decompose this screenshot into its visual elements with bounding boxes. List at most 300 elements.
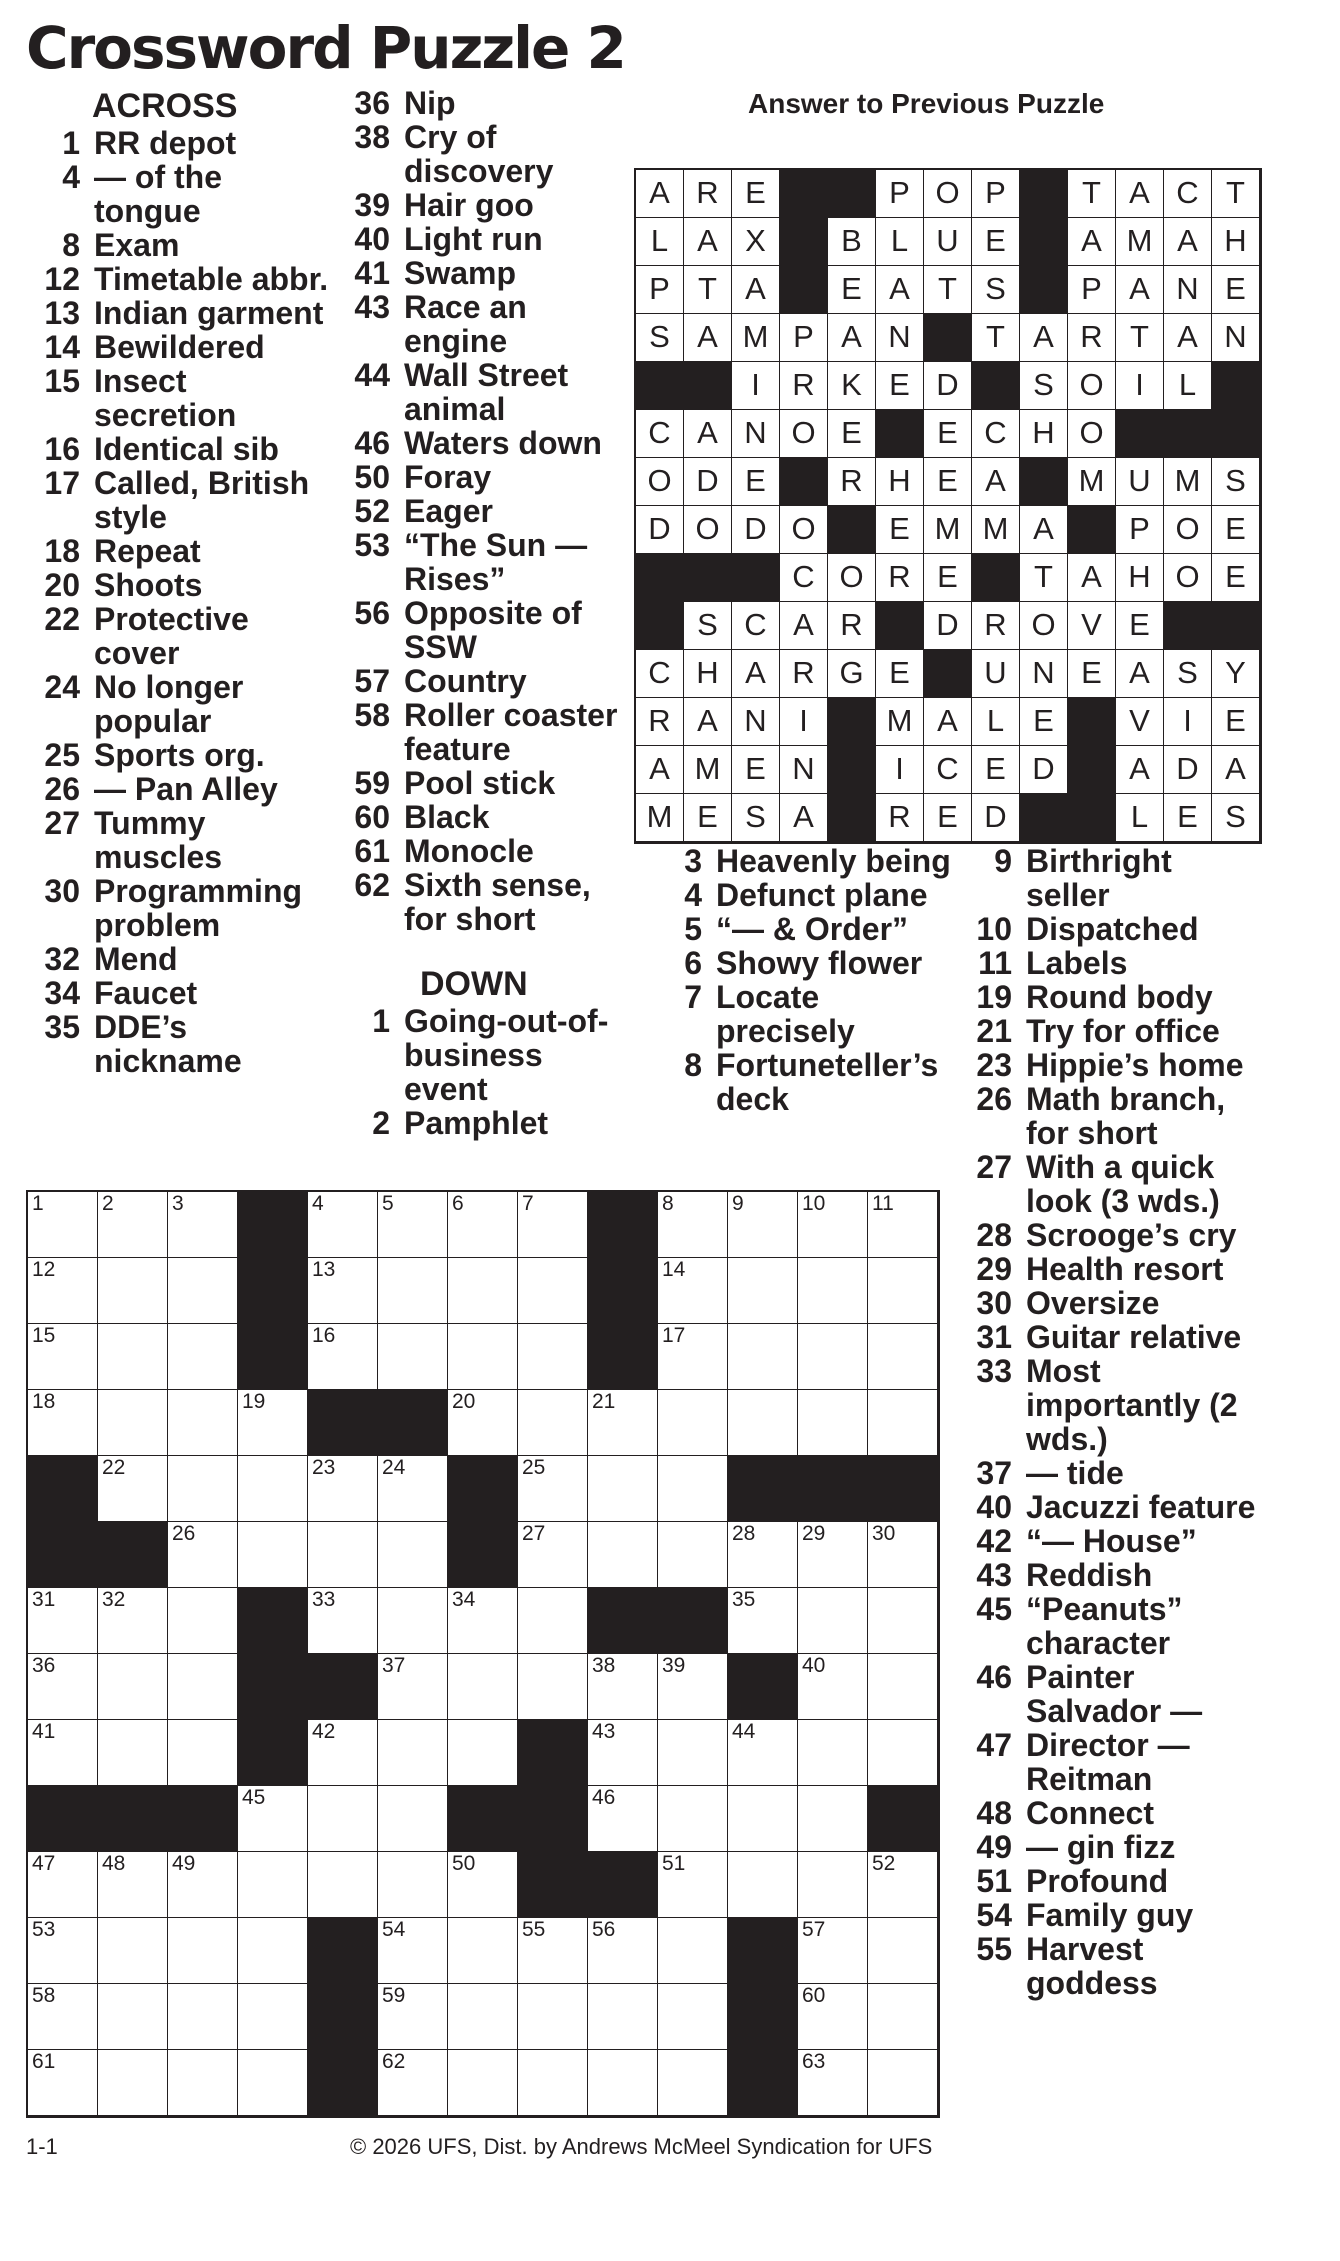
puzzle-cell[interactable] — [308, 1852, 378, 1918]
puzzle-cell[interactable] — [448, 1192, 518, 1258]
cell-number: 18 — [32, 1390, 56, 1413]
puzzle-cell[interactable] — [658, 1786, 728, 1852]
cell-number: 21 — [592, 1390, 616, 1413]
answer-cell: E — [972, 746, 1020, 794]
clue-number: 42 — [976, 1523, 1012, 1559]
copyright-line: © 2026 UFS, Dist. by Andrews McMeel Syndication for UFS — [350, 2134, 933, 2159]
cell-number: 24 — [382, 1456, 406, 1479]
clue-text: Wall Street animal — [404, 357, 569, 427]
answer-cell: L — [972, 698, 1020, 746]
black-square — [1068, 746, 1116, 794]
answer-cell: C — [636, 650, 684, 698]
puzzle-cell[interactable] — [168, 1918, 238, 1984]
across-clue-14 — [30, 330, 330, 364]
puzzle-cell[interactable] — [658, 1522, 728, 1588]
puzzle-cell[interactable] — [238, 1852, 308, 1918]
puzzle-cell[interactable] — [448, 1720, 518, 1786]
answer-cell: N — [876, 314, 924, 362]
clue-number: 45 — [976, 1591, 1012, 1627]
answer-cell: S — [972, 266, 1020, 314]
clue-text: Profound — [1026, 1863, 1169, 1899]
down-clue-11 — [962, 946, 1262, 980]
puzzle-cell[interactable] — [308, 1192, 378, 1258]
answer-cell: R — [972, 602, 1020, 650]
puzzle-cell[interactable] — [28, 2050, 98, 2116]
puzzle-cell[interactable] — [518, 1192, 588, 1258]
black-square — [636, 362, 684, 410]
puzzle-cell[interactable] — [728, 1786, 798, 1852]
puzzle-cell[interactable] — [28, 1192, 98, 1258]
puzzle-cell[interactable] — [28, 1654, 98, 1720]
puzzle-cell[interactable] — [98, 1324, 168, 1390]
answer-cell: H — [1116, 554, 1164, 602]
puzzle-cell[interactable] — [308, 1720, 378, 1786]
clue-text: Dispatched — [1026, 911, 1199, 947]
answer-cell: E — [1164, 794, 1212, 842]
cell-number: 29 — [802, 1522, 826, 1545]
puzzle-cell[interactable] — [98, 1588, 168, 1654]
clue-number: 27 — [976, 1149, 1012, 1185]
puzzle-cell[interactable] — [98, 1192, 168, 1258]
puzzle-cell[interactable] — [658, 1984, 728, 2050]
puzzle-cell[interactable] — [28, 1390, 98, 1456]
puzzle-cell[interactable] — [448, 1324, 518, 1390]
cell-number: 55 — [522, 1918, 546, 1941]
puzzle-cell[interactable] — [798, 1588, 868, 1654]
puzzle-cell[interactable] — [168, 1522, 238, 1588]
black-square — [588, 1852, 658, 1918]
puzzle-cell[interactable] — [728, 1852, 798, 1918]
puzzle-cell[interactable] — [238, 1984, 308, 2050]
puzzle-cell[interactable] — [28, 1720, 98, 1786]
answer-cell: U — [924, 218, 972, 266]
across-clue-8 — [30, 228, 330, 262]
puzzle-cell[interactable] — [448, 1984, 518, 2050]
puzzle-cell[interactable] — [238, 1918, 308, 1984]
puzzle-cell[interactable] — [168, 1258, 238, 1324]
clue-text: Sixth sense, for short — [404, 867, 591, 937]
answer-cell: T — [1068, 170, 1116, 218]
answer-cell: N — [1164, 266, 1212, 314]
answer-cell: A — [1164, 218, 1212, 266]
cell-number: 35 — [732, 1588, 756, 1611]
black-square — [238, 1654, 308, 1720]
clue-number: 1 — [62, 125, 80, 161]
cell-number: 6 — [452, 1192, 464, 1215]
black-square — [588, 1324, 658, 1390]
cell-number: 31 — [32, 1588, 56, 1611]
puzzle-cell[interactable] — [98, 1984, 168, 2050]
puzzle-cell[interactable] — [588, 1720, 658, 1786]
puzzle-cell[interactable] — [588, 1918, 658, 1984]
puzzle-cell[interactable] — [98, 1456, 168, 1522]
black-square — [238, 1720, 308, 1786]
puzzle-cell[interactable] — [868, 1984, 938, 2050]
answer-cell: E — [924, 458, 972, 506]
down-clue-4 — [652, 878, 952, 912]
answer-cell: D — [1020, 746, 1068, 794]
puzzle-cell[interactable] — [588, 1654, 658, 1720]
across-clue-43 — [340, 290, 630, 358]
down-heading: DOWN — [420, 965, 528, 1003]
answer-cell: E — [1116, 602, 1164, 650]
black-square — [876, 410, 924, 458]
black-square — [448, 1786, 518, 1852]
puzzle-cell[interactable] — [798, 1324, 868, 1390]
clue-text: Guitar relative — [1026, 1319, 1242, 1355]
answer-cell: M — [924, 506, 972, 554]
answer-cell: O — [684, 506, 732, 554]
black-square — [308, 1654, 378, 1720]
puzzle-cell[interactable] — [238, 1522, 308, 1588]
puzzle-cell[interactable] — [378, 1456, 448, 1522]
puzzle-cell[interactable] — [168, 1192, 238, 1258]
clue-text: Harvest goddess — [1026, 1931, 1158, 2001]
puzzle-cell[interactable] — [448, 1258, 518, 1324]
cell-number: 45 — [242, 1786, 266, 1809]
puzzle-cell[interactable] — [378, 1588, 448, 1654]
black-square — [98, 1522, 168, 1588]
answer-cell: P — [876, 170, 924, 218]
clue-number: 30 — [976, 1285, 1012, 1321]
puzzle-cell[interactable] — [658, 1852, 728, 1918]
puzzle-cell[interactable] — [868, 1522, 938, 1588]
cell-number: 32 — [102, 1588, 126, 1611]
black-square — [728, 1984, 798, 2050]
puzzle-cell[interactable] — [588, 2050, 658, 2116]
puzzle-cell[interactable] — [238, 1786, 308, 1852]
down-clue-27 — [962, 1150, 1262, 1218]
cell-number: 49 — [172, 1852, 196, 1875]
cell-number: 41 — [32, 1720, 56, 1743]
clue-text: Round body — [1026, 979, 1213, 1015]
puzzle-cell[interactable] — [308, 1258, 378, 1324]
clue-text: Sports org. — [94, 737, 265, 773]
answer-cell: H — [1020, 410, 1068, 458]
cell-number: 52 — [872, 1852, 896, 1875]
puzzle-cell[interactable] — [448, 1918, 518, 1984]
puzzle-cell[interactable] — [98, 1918, 168, 1984]
cell-number: 13 — [312, 1258, 336, 1281]
answer-cell: O — [1164, 506, 1212, 554]
clue-number: 49 — [976, 1829, 1012, 1865]
clue-number: 40 — [976, 1489, 1012, 1525]
puzzle-cell[interactable] — [728, 1324, 798, 1390]
answer-cell: D — [684, 458, 732, 506]
clue-text: Faucet — [94, 975, 198, 1011]
answer-cell: B — [828, 218, 876, 266]
puzzle-cell[interactable] — [98, 1852, 168, 1918]
puzzle-cell[interactable] — [98, 2050, 168, 2116]
puzzle-cell[interactable] — [658, 1258, 728, 1324]
cell-number: 27 — [522, 1522, 546, 1545]
puzzle-cell[interactable] — [448, 1654, 518, 1720]
clue-number: 12 — [44, 261, 80, 297]
black-square — [658, 1588, 728, 1654]
puzzle-cell[interactable] — [448, 1588, 518, 1654]
puzzle-cell[interactable] — [518, 1258, 588, 1324]
black-square — [1116, 410, 1164, 458]
puzzle-cell[interactable] — [378, 1258, 448, 1324]
answer-cell: O — [780, 410, 828, 458]
answer-cell: E — [1212, 506, 1260, 554]
puzzle-cell[interactable] — [658, 1456, 728, 1522]
answer-cell: D — [924, 602, 972, 650]
puzzle-cell[interactable] — [868, 1588, 938, 1654]
puzzle-cell[interactable] — [798, 1918, 868, 1984]
cell-number: 8 — [662, 1192, 674, 1215]
across-clue-46 — [340, 426, 630, 460]
clue-text: Locate precisely — [716, 979, 855, 1049]
puzzle-cell[interactable] — [378, 1522, 448, 1588]
puzzle-cell[interactable] — [588, 1390, 658, 1456]
puzzle-cell[interactable] — [518, 1456, 588, 1522]
clue-text: Jacuzzi feature — [1026, 1489, 1256, 1525]
clue-text: Mend — [94, 941, 178, 977]
puzzle-cell[interactable] — [378, 1654, 448, 1720]
puzzle-cell[interactable] — [28, 1918, 98, 1984]
cell-number: 11 — [872, 1192, 894, 1215]
cell-number: 14 — [662, 1258, 686, 1281]
puzzle-cell[interactable] — [168, 1654, 238, 1720]
answer-cell: A — [972, 458, 1020, 506]
black-square — [238, 1258, 308, 1324]
puzzle-cell[interactable] — [28, 1852, 98, 1918]
answer-cell: E — [972, 218, 1020, 266]
clue-number: 43 — [976, 1557, 1012, 1593]
black-square — [588, 1192, 658, 1258]
clue-text: — Pan Alley — [94, 771, 278, 807]
puzzle-cell[interactable] — [378, 1786, 448, 1852]
puzzle-cell[interactable] — [868, 1390, 938, 1456]
answer-cell: O — [636, 458, 684, 506]
puzzle-cell[interactable] — [378, 1720, 448, 1786]
puzzle-cell[interactable] — [168, 1720, 238, 1786]
down-clue-8 — [652, 1048, 952, 1116]
puzzle-cell[interactable] — [448, 2050, 518, 2116]
puzzle-cell[interactable] — [448, 1390, 518, 1456]
answer-cell: O — [924, 170, 972, 218]
clue-text: Light run — [404, 221, 543, 257]
clue-text: Director — Reitman — [1026, 1727, 1190, 1797]
puzzle-cell[interactable] — [658, 1654, 728, 1720]
across-clue-34 — [30, 976, 330, 1010]
puzzle-cell[interactable] — [868, 2050, 938, 2116]
puzzle-cell[interactable] — [868, 1654, 938, 1720]
cell-number: 25 — [522, 1456, 546, 1479]
answer-cell: E — [732, 746, 780, 794]
puzzle-cell[interactable] — [308, 1324, 378, 1390]
clue-text: Monocle — [404, 833, 534, 869]
clue-text: Identical sib — [94, 431, 279, 467]
black-square — [518, 1852, 588, 1918]
answer-cell: A — [684, 410, 732, 458]
puzzle-cell[interactable] — [168, 1588, 238, 1654]
puzzle-cell[interactable] — [588, 1456, 658, 1522]
puzzle-cell[interactable] — [28, 1984, 98, 2050]
puzzle-cell[interactable] — [588, 1522, 658, 1588]
answer-cell: E — [1212, 698, 1260, 746]
puzzle-cell[interactable] — [728, 1192, 798, 1258]
puzzle-cell[interactable] — [868, 1852, 938, 1918]
puzzle-cell[interactable] — [868, 1918, 938, 1984]
puzzle-cell[interactable] — [168, 1984, 238, 2050]
answer-cell: C — [780, 554, 828, 602]
puzzle-cell[interactable] — [518, 1588, 588, 1654]
puzzle-cell[interactable] — [798, 1390, 868, 1456]
puzzle-cell[interactable] — [658, 1390, 728, 1456]
puzzle-cell[interactable] — [868, 1324, 938, 1390]
puzzle-cell[interactable] — [798, 1852, 868, 1918]
puzzle-cell[interactable] — [168, 1324, 238, 1390]
puzzle-cell[interactable] — [518, 1390, 588, 1456]
puzzle-cell[interactable] — [308, 1522, 378, 1588]
puzzle-cell[interactable] — [868, 1192, 938, 1258]
puzzle-cell[interactable] — [28, 1324, 98, 1390]
puzzle-cell[interactable] — [518, 1984, 588, 2050]
puzzle-cell[interactable] — [238, 1390, 308, 1456]
puzzle-cell[interactable] — [98, 1390, 168, 1456]
answer-cell: A — [732, 266, 780, 314]
down-clue-19 — [962, 980, 1262, 1014]
puzzle-cell[interactable] — [28, 1588, 98, 1654]
answer-cell: S — [1164, 650, 1212, 698]
clue-number: 14 — [44, 329, 80, 365]
puzzle-cell[interactable] — [238, 2050, 308, 2116]
down-clue-46 — [962, 1660, 1262, 1728]
clue-text: Birthright seller — [1026, 843, 1172, 913]
puzzle-cell[interactable] — [798, 2050, 868, 2116]
puzzle-cell[interactable] — [98, 1258, 168, 1324]
answer-cell: S — [732, 794, 780, 842]
puzzle-cell[interactable] — [28, 1258, 98, 1324]
puzzle-cell[interactable] — [518, 1522, 588, 1588]
puzzle-cell[interactable] — [448, 1852, 518, 1918]
clue-text: Hippie’s home — [1026, 1047, 1244, 1083]
answer-cell: S — [1212, 458, 1260, 506]
black-square — [972, 554, 1020, 602]
puzzle-cell[interactable] — [308, 1786, 378, 1852]
puzzle-cell[interactable] — [798, 1192, 868, 1258]
clue-number: 4 — [684, 877, 702, 913]
puzzle-cell[interactable] — [588, 1984, 658, 2050]
puzzle-cell[interactable] — [868, 1258, 938, 1324]
cell-number: 10 — [802, 1192, 826, 1215]
down-clue-28 — [962, 1218, 1262, 1252]
answer-cell: S — [1212, 794, 1260, 842]
black-square — [728, 1918, 798, 1984]
puzzle-cell[interactable] — [378, 2050, 448, 2116]
cell-number: 44 — [732, 1720, 756, 1743]
clue-number: 6 — [684, 945, 702, 981]
puzzle-cell[interactable] — [868, 1720, 938, 1786]
answer-cell: O — [1164, 554, 1212, 602]
puzzle-cell[interactable] — [98, 1720, 168, 1786]
clue-number: 39 — [354, 187, 390, 223]
across-clue-18 — [30, 534, 330, 568]
puzzle-cell[interactable] — [238, 1456, 308, 1522]
puzzle-cell[interactable] — [518, 1918, 588, 1984]
answer-cell: H — [1212, 218, 1260, 266]
clue-text: — gin fizz — [1026, 1829, 1176, 1865]
cell-number: 19 — [242, 1390, 266, 1413]
answer-cell: A — [1116, 170, 1164, 218]
puzzle-cell[interactable] — [588, 1786, 658, 1852]
answer-cell: A — [636, 746, 684, 794]
puzzle-cell[interactable] — [518, 1324, 588, 1390]
answer-cell: L — [876, 218, 924, 266]
puzzle-cell[interactable] — [798, 1654, 868, 1720]
puzzle-cell[interactable] — [658, 2050, 728, 2116]
answer-cell: H — [876, 458, 924, 506]
puzzle-cell[interactable] — [728, 1258, 798, 1324]
puzzle-cell[interactable] — [658, 1720, 728, 1786]
puzzle-cell[interactable] — [798, 1522, 868, 1588]
puzzle-cell[interactable] — [658, 1192, 728, 1258]
puzzle-cell[interactable] — [168, 1456, 238, 1522]
clue-text: Nip — [404, 85, 456, 121]
clue-number: 5 — [684, 911, 702, 947]
cell-number: 7 — [522, 1192, 534, 1215]
black-square — [728, 1654, 798, 1720]
clue-number: 9 — [994, 843, 1012, 879]
puzzle-cell[interactable] — [308, 1588, 378, 1654]
clue-text: “— House” — [1026, 1523, 1197, 1559]
clue-number: 51 — [976, 1863, 1012, 1899]
puzzle-cell[interactable] — [168, 1390, 238, 1456]
puzzle-cell[interactable] — [798, 1786, 868, 1852]
clue-number: 8 — [684, 1047, 702, 1083]
clue-number: 23 — [976, 1047, 1012, 1083]
puzzle-cell[interactable] — [518, 2050, 588, 2116]
answer-cell: R — [780, 650, 828, 698]
puzzle-cell[interactable] — [98, 1654, 168, 1720]
puzzle-cell[interactable] — [378, 1918, 448, 1984]
puzzle-cell[interactable] — [728, 1720, 798, 1786]
clue-number: 15 — [44, 363, 80, 399]
puzzle-cell[interactable] — [168, 1852, 238, 1918]
puzzle-cell[interactable] — [168, 2050, 238, 2116]
across-clue-56 — [340, 596, 630, 664]
answer-cell: M — [1116, 218, 1164, 266]
puzzle-cell[interactable] — [728, 1588, 798, 1654]
puzzle-cell[interactable] — [658, 1324, 728, 1390]
clue-text: RR depot — [94, 125, 237, 161]
black-square — [636, 554, 684, 602]
clue-text: Timetable abbr. — [94, 261, 329, 297]
clue-text: Eager — [404, 493, 493, 529]
puzzle-cell[interactable] — [798, 1258, 868, 1324]
puzzle-cell[interactable] — [378, 1192, 448, 1258]
puzzle-cell[interactable] — [728, 1390, 798, 1456]
across-clue-59 — [340, 766, 630, 800]
puzzle-cell[interactable] — [378, 1852, 448, 1918]
black-square — [828, 794, 876, 842]
clue-text: Most importantly (2 wds.) — [1026, 1353, 1238, 1457]
clue-number: 59 — [354, 765, 390, 801]
puzzle-cell[interactable] — [798, 1720, 868, 1786]
puzzle-cell[interactable] — [728, 1522, 798, 1588]
puzzle-cell[interactable] — [378, 1324, 448, 1390]
puzzle-cell[interactable] — [798, 1984, 868, 2050]
clue-number: 32 — [44, 941, 80, 977]
puzzle-cell[interactable] — [378, 1984, 448, 2050]
puzzle-cell[interactable] — [658, 1918, 728, 1984]
puzzle-cell[interactable] — [518, 1654, 588, 1720]
cell-number: 63 — [802, 2050, 826, 2073]
answer-cell: A — [1020, 506, 1068, 554]
puzzle-cell[interactable] — [308, 1456, 378, 1522]
